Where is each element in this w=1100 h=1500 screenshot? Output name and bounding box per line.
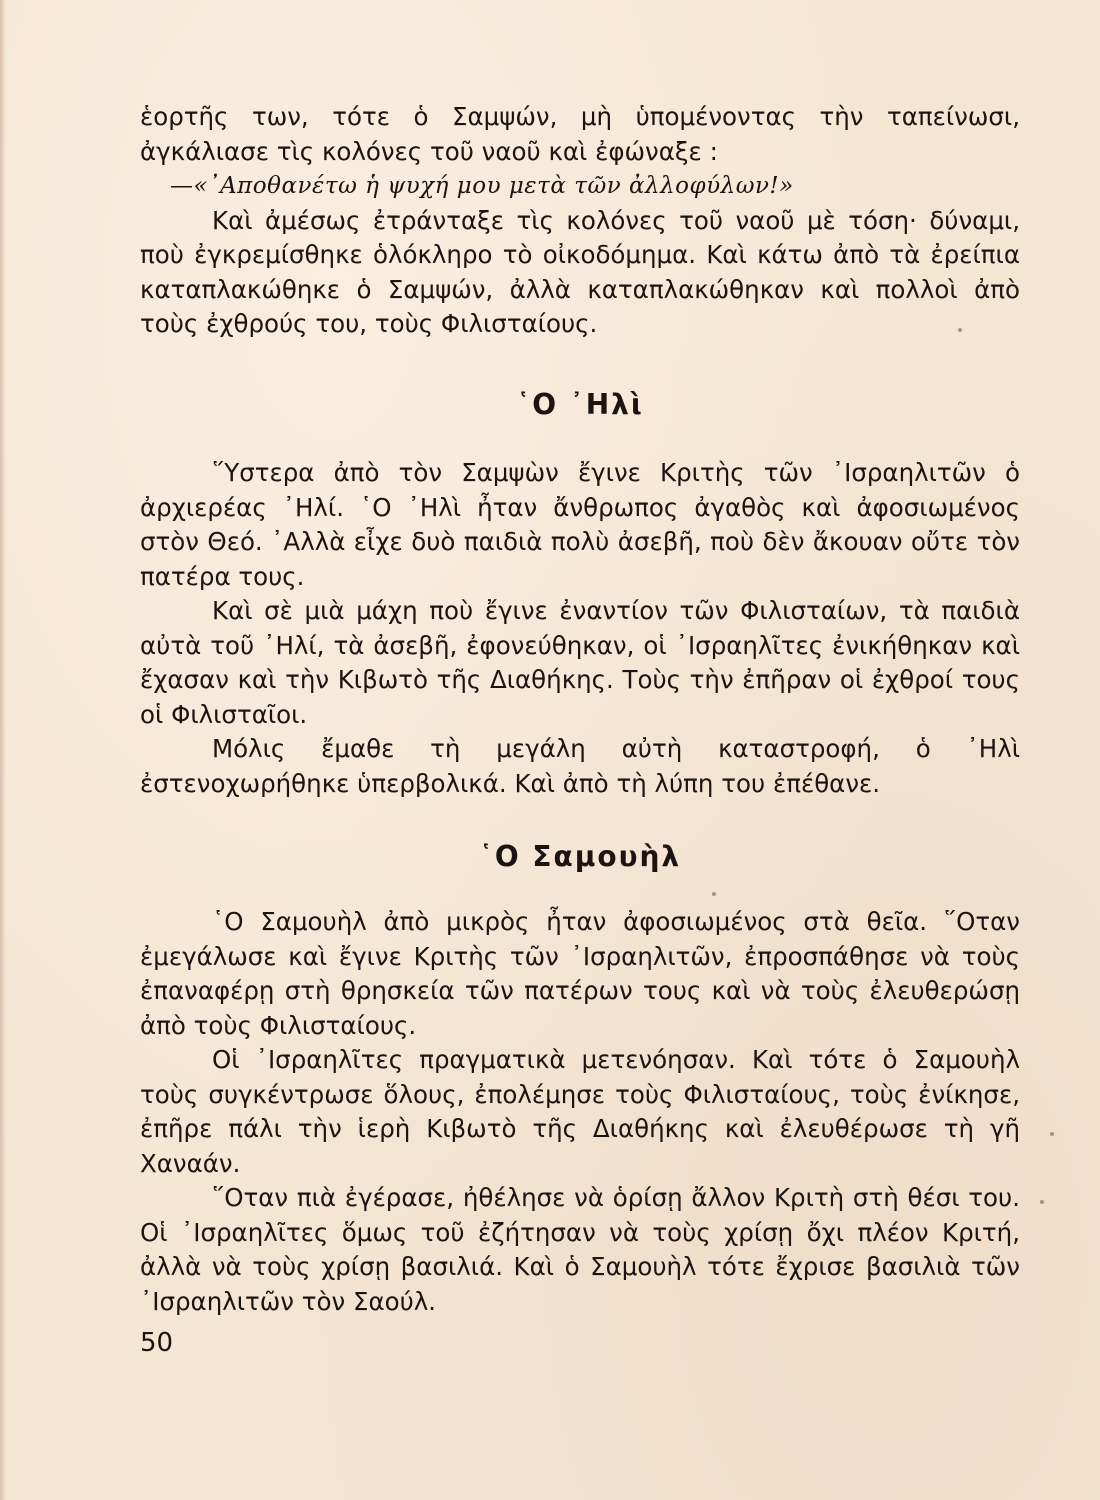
samson-ending (140, 100, 1020, 342)
samson-paragraph-2: Καὶ ἀμέσως ἐτράνταξε τὶς κολόνες τοῦ ναοῦ μὲ τόση· δύναμι, ποὺ ἐγκρεμίσθηκε ὁλόκληρο τὸ οἰκοδόμημα. Καὶ κάτω ἀπὸ τὰ ἐρείπια καταπλακώθηκε ὁ Σαμψών, ἀλλὰ καταπλακώθηκαν καὶ πολλοὶ ἀπὸ τοὺς ἐχθρούς του, τοὺς Φιλισταίους. (140, 205, 1020, 338)
print-speck (712, 892, 716, 896)
print-speck (1040, 1200, 1044, 1204)
page-binding-edge (0, 0, 6, 1500)
samuel-paragraph-2: Οἱ ᾿Ισραηλῖτες πραγματικὰ μετενόησαν. Καὶ τότε ὁ Σαμουὴλ τοὺς συγκέντρωσε ὅλους, ἐπολέμησε τοὺς Φιλισταίους, τοὺς ἐνίκησε, ἐπῆρε πάλι τὴν ἱερὴ Κιβωτὸ τῆς Διαθήκης καὶ ἐλευθέρωσε τὴ γῆ Χαναάν. (140, 1045, 1020, 1178)
heading-samuel: ῾Ο Σαμουὴλ (478, 840, 682, 873)
eli-paragraph-3: Μόλις ἔμαθε τὴ μεγάλη αὐτὴ καταστροφή, ὁ ᾿Ηλὶ ἐστενοχωρήθηκε ὑπερβολικά. Καὶ ἀπὸ τὴ λύπη του ἐπέθανε. (140, 734, 1020, 798)
print-speck (1050, 1132, 1054, 1136)
page-number: 50 (140, 1328, 174, 1358)
samson-quote: —«᾿Αποθανέτω ἡ ψυχή μου μετὰ τῶν ἀλλοφύλων!» (170, 173, 794, 199)
samson-paragraph-1: ἑορτῆς των, τότε ὁ Σαμψών, μὴ ὑπομένοντας τὴν ταπείνωσι, ἀγκάλιασε τὶς κολόνες τοῦ ναοῦ καὶ ἐφώναξε : (140, 102, 1020, 166)
samuel-paragraph-3: ῞Οταν πιὰ ἐγέρασε, ἠθέλησε νὰ ὁρίσῃ ἄλλον Κριτὴ στὴ θέσι του. Οἱ ᾿Ισραηλῖτες ὅμως τοῦ ἐζήτησαν νὰ τοὺς χρίσῃ ὄχι πλέον Κριτή, ἀλλὰ νὰ τοὺς χρίσῃ βασιλιά. Καὶ ὁ Σαμουὴλ τότε ἔχρισε βασιλιὰ τῶν ᾿Ισραηλιτῶν τὸν Σαούλ. (140, 1183, 1020, 1316)
eli-paragraph-2: Καὶ σὲ μιὰ μάχη ποὺ ἔγινε ἐναντίον τῶν Φιλισταίων, τὰ παιδιὰ αὐτὰ τοῦ ᾿Ηλί, τὰ ἀσεβῆ, ἐφονεύθηκαν, οἱ ᾿Ισραηλῖτες ἐνικήθηκαν καὶ ἔχασαν καὶ τὴν Κιβωτὸ τῆς Διαθήκης. Τοὺς τὴν ἐπῆραν οἱ ἐχθροί τους οἱ Φιλισταῖοι. (140, 596, 1020, 729)
samuel-section (140, 905, 1020, 1319)
print-speck (958, 328, 962, 332)
eli-section (140, 456, 1020, 801)
heading-eli: ῾Ο ᾿Ηλὶ (516, 388, 644, 421)
eli-paragraph-1: ῞Υστερα ἀπὸ τὸν Σαμψὼν ἔγινε Κριτὴς τῶν ᾿Ισραηλιτῶν ὁ ἀρχιερέας ᾿Ηλί. ῾Ο ᾿Ηλὶ ἦταν ἄνθρωπος ἀγαθὸς καὶ ἀφοσιωμένος στὸν Θεό. ᾿Αλλὰ εἶχε δυὸ παιδιὰ πολὺ ἀσεβῆ, ποὺ δὲν ἄκουαν οὔτε τὸν πατέρα τους. (140, 458, 1020, 591)
samuel-paragraph-1: ῾Ο Σαμουὴλ ἀπὸ μικρὸς ἦταν ἀφοσιωμένος στὰ θεῖα. ῞Οταν ἐμεγάλωσε καὶ ἔγινε Κριτὴς τῶν ᾿Ισραηλιτῶν, ἐπροσπάθησε νὰ τοὺς ἐπαναφέρῃ στὴ θρησκεία τῶν πατέρων τους καὶ νὰ τοὺς ἐλευθερώσῃ ἀπὸ τοὺς Φιλισταίους. (140, 907, 1020, 1040)
